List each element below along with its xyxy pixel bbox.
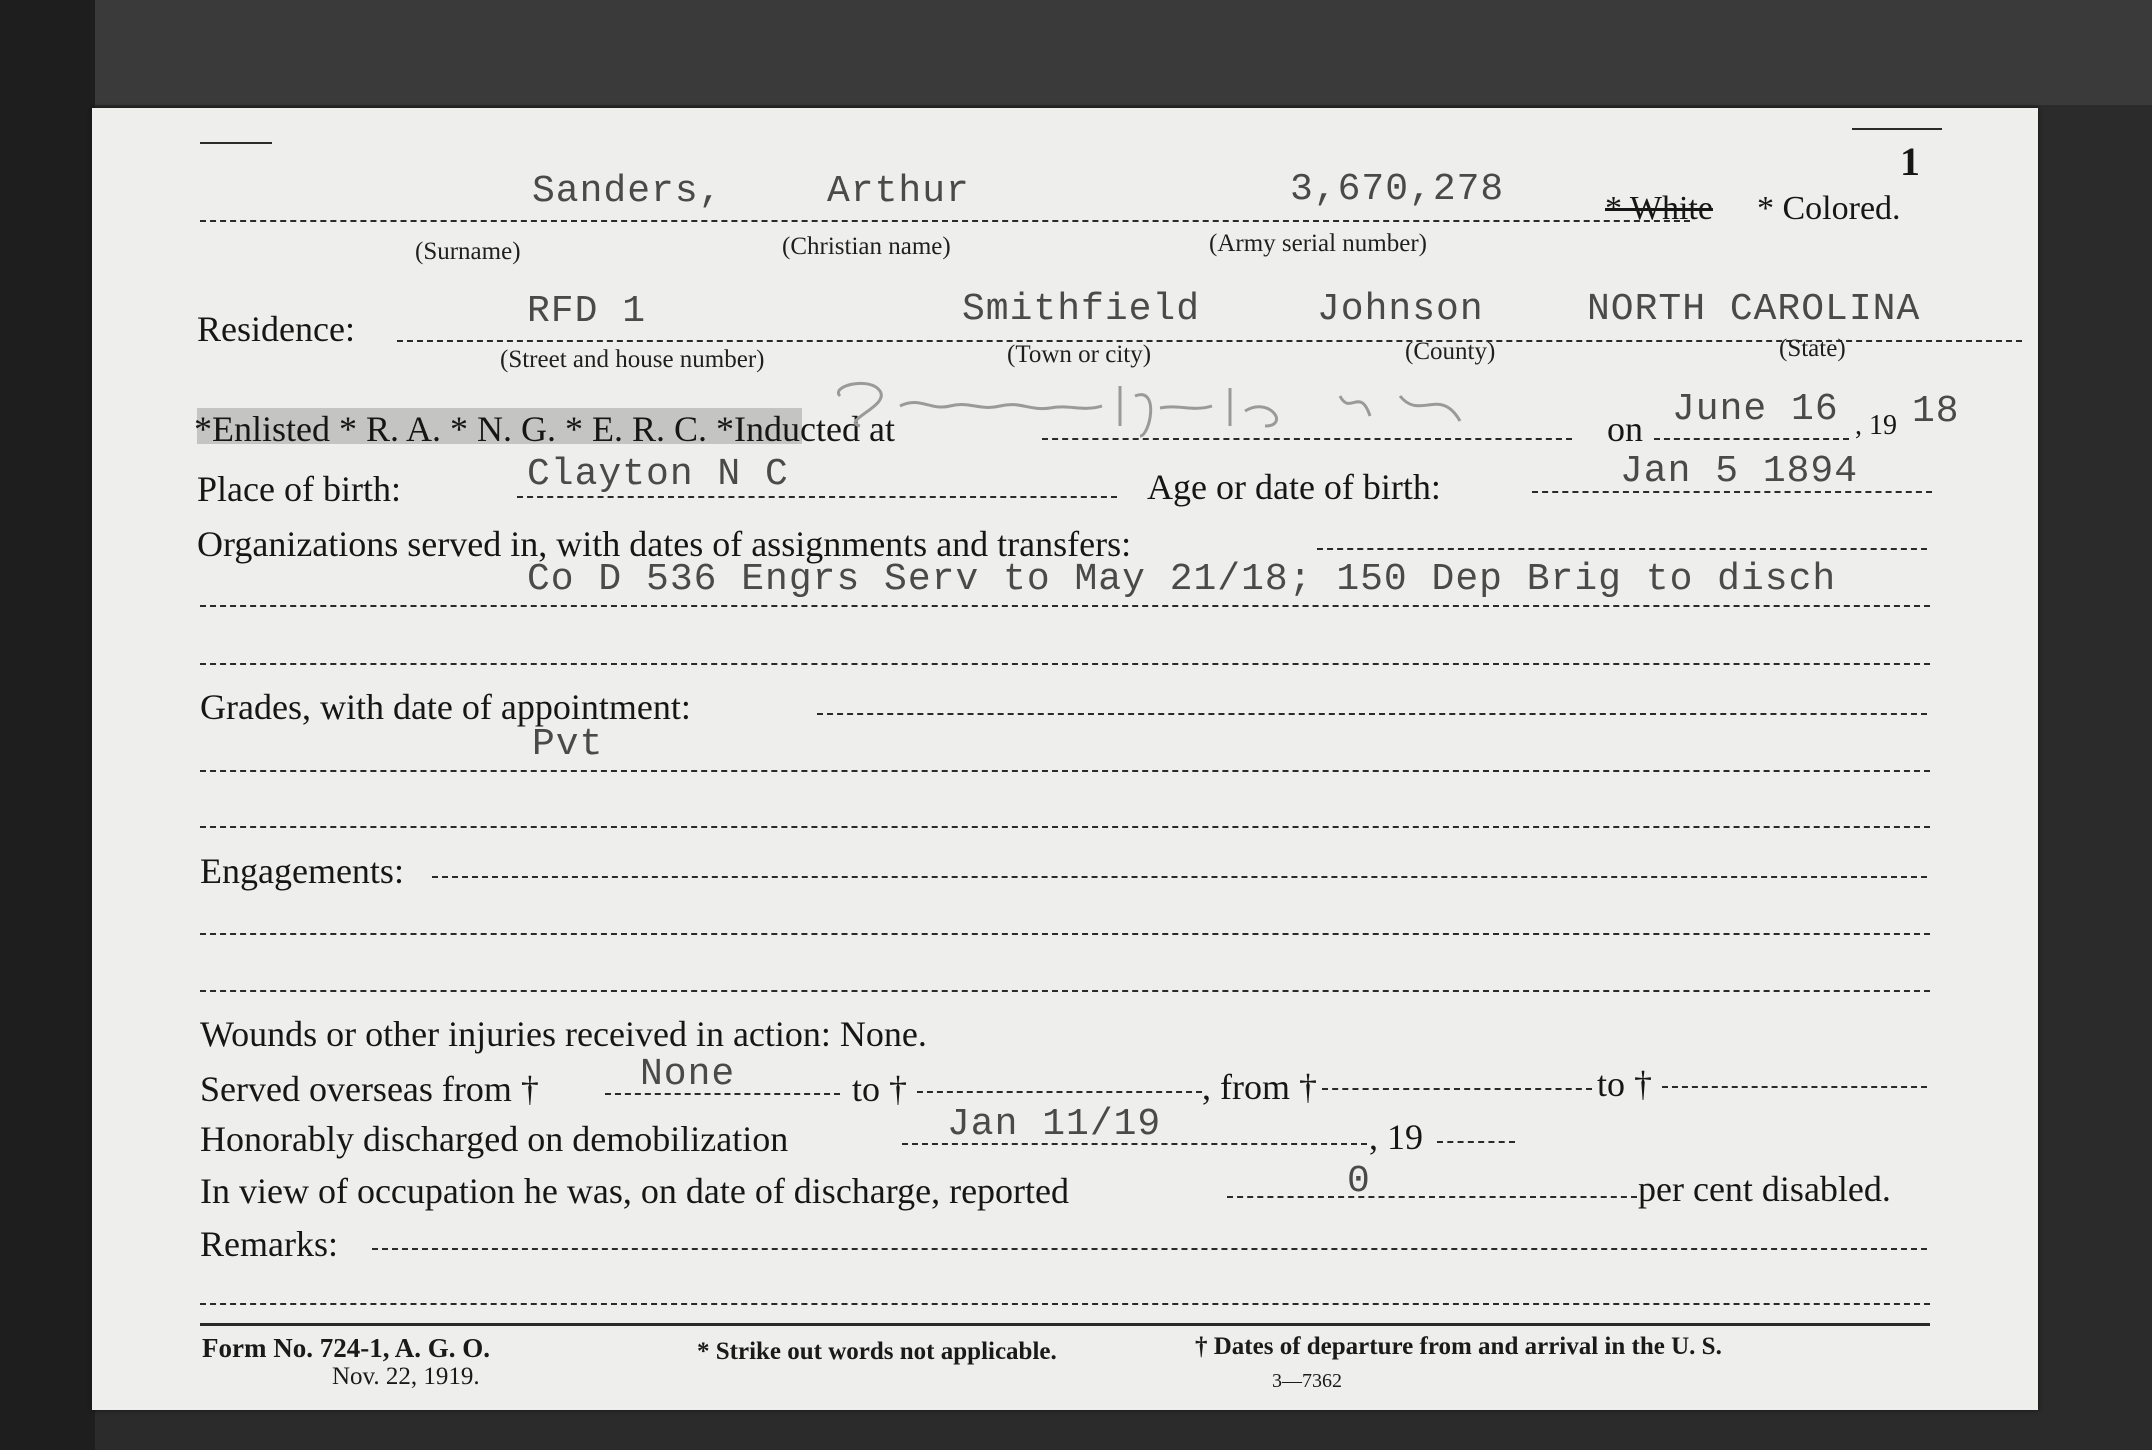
discharge-date-value: Jan 11/19 xyxy=(947,1103,1162,1146)
scan-background-top xyxy=(95,0,2152,105)
residence-label: Residence: xyxy=(197,309,355,349)
overseas-from2-line xyxy=(1322,1088,1592,1090)
organizations-value: Co D 536 Engrs Serv to May 21/18; 150 Dep Brig to disch xyxy=(527,558,1837,601)
county-caption: (County) xyxy=(1405,338,1496,365)
christian-caption: (Christian name) xyxy=(782,233,951,260)
birth-date-value: Jan 5 1894 xyxy=(1620,450,1859,493)
organizations-line-2 xyxy=(200,605,1930,607)
surname-value: Sanders, xyxy=(532,170,723,213)
birth-date-line xyxy=(1532,491,1932,493)
engagements-line-3 xyxy=(200,990,1930,992)
organizations-line-1 xyxy=(1317,548,1927,550)
name-line xyxy=(200,220,1690,222)
year-prefix: , 19 xyxy=(1855,410,1897,441)
overseas-to2-label: to † xyxy=(1597,1064,1653,1104)
card-number: 1 xyxy=(1900,139,1920,184)
footnote-strike: * Strike out words not applicable. xyxy=(697,1338,1057,1365)
organizations-line-3 xyxy=(200,663,1930,665)
street-caption: (Street and house number) xyxy=(500,346,765,373)
disability-line xyxy=(1227,1196,1637,1198)
inducted-at-line xyxy=(1042,438,1572,440)
on-label: on xyxy=(1607,409,1643,449)
grades-line-2 xyxy=(200,770,1930,772)
county-value: Johnson xyxy=(1317,288,1484,331)
street-value: RFD 1 xyxy=(527,290,647,333)
engagements-line-1 xyxy=(432,876,1927,878)
grades-line-1 xyxy=(817,713,1927,715)
remarks-label: Remarks: xyxy=(200,1224,338,1264)
town-caption: (Town or city) xyxy=(1007,341,1152,368)
print-code: 3—7362 xyxy=(1272,1370,1342,1392)
form-number: Form No. 724-1, A. G. O. xyxy=(202,1333,490,1363)
grades-label: Grades, with date of appointment: xyxy=(200,687,691,727)
birthplace-label: Place of birth: xyxy=(197,469,401,509)
birthplace-line xyxy=(517,496,1117,498)
overseas-label: Served overseas from † xyxy=(200,1069,539,1109)
service-record-card xyxy=(92,108,2038,1410)
overseas-to2-line xyxy=(1662,1086,1927,1088)
induction-date-line xyxy=(1654,438,1849,440)
discharge-year-line xyxy=(1437,1141,1515,1143)
top-left-rule xyxy=(200,142,272,144)
surname-caption: (Surname) xyxy=(415,238,521,265)
footnote-dates: † Dates of departure from and arrival in the U. S. xyxy=(1195,1333,1722,1360)
scan-background-left xyxy=(0,0,95,1450)
overseas-from-value: None xyxy=(640,1053,736,1096)
christian-name-value: Arthur xyxy=(827,170,970,213)
state-caption: (State) xyxy=(1779,335,1846,362)
overseas-from2-label: , from † xyxy=(1202,1067,1317,1107)
remarks-line-2 xyxy=(200,1303,1930,1305)
footer-rule xyxy=(200,1323,1930,1326)
discharge-date-line xyxy=(902,1143,1367,1145)
age-label: Age or date of birth: xyxy=(1147,467,1441,507)
remarks-line-1 xyxy=(372,1248,1927,1250)
handwritten-induction-place xyxy=(820,366,1640,446)
race-colored: * Colored. xyxy=(1757,190,1901,227)
overseas-from-line xyxy=(605,1093,840,1095)
serial-caption: (Army serial number) xyxy=(1209,230,1427,257)
disability-value: 0 xyxy=(1347,1160,1371,1203)
discharge-year-label: , 19 xyxy=(1369,1117,1423,1157)
grades-line-3 xyxy=(200,826,1930,828)
wounds-label: Wounds or other injuries received in action: None. xyxy=(200,1014,927,1054)
disability-label: In view of occupation he was, on date of discharge, reported xyxy=(200,1171,1070,1211)
disability-suffix: per cent disabled. xyxy=(1638,1169,1891,1209)
enlisted-label: *Enlisted * R. A. * N. G. * E. R. C. *Inducted at xyxy=(194,409,895,449)
induction-date-value: June 16 xyxy=(1672,388,1839,431)
grade-value: Pvt xyxy=(532,723,604,766)
overseas-to-label: to † xyxy=(852,1069,908,1109)
serial-number-value: 3,670,278 xyxy=(1290,168,1505,211)
induction-place-signature-strokes xyxy=(838,383,1460,436)
town-value: Smithfield xyxy=(962,288,1201,331)
discharge-label: Honorably discharged on demobilization xyxy=(200,1119,789,1159)
state-value: NORTH CAROLINA xyxy=(1587,288,1921,331)
race-white: * White xyxy=(1605,190,1713,227)
induction-year-value: 18 xyxy=(1912,390,1960,433)
overseas-to-line xyxy=(917,1091,1202,1093)
engagements-line-2 xyxy=(200,933,1930,935)
top-right-rule xyxy=(1852,128,1942,130)
organizations-label: Organizations served in, with dates of assignments and transfers: xyxy=(197,524,1132,564)
birthplace-value: Clayton N C xyxy=(527,453,789,496)
form-date: Nov. 22, 1919. xyxy=(332,1363,480,1390)
engagements-label: Engagements: xyxy=(200,851,404,891)
